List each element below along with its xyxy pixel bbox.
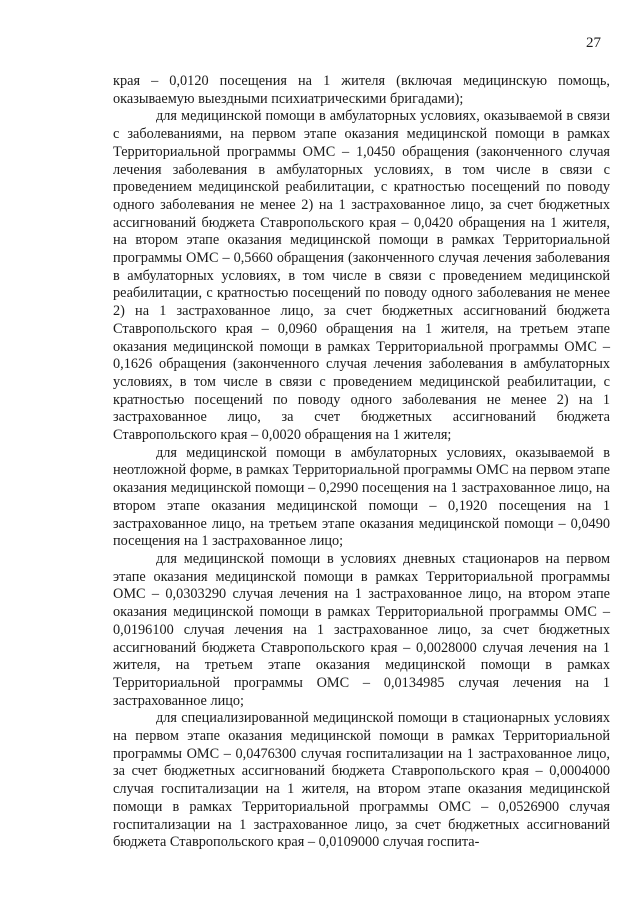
document-body [113,73,610,852]
paragraph-2: для медицинской помощи в амбулаторных условиях, оказываемой в связи с заболеваниями, на первом этапе оказания медицинской помощи в рамках Территориальной программы ОМС – 1,0450 обращения (законченного случая лечения заболевания в амбулаторных условиях, в том числе в связи с проведением медицинской реабилитации, с кратностью посещений по поводу одного заболевания не менее 2) на 1 застрахованное лицо, за счет бюджетных ассигнований бюджета Ставропольского края – 0,0420 обращения на 1 жителя, на втором этапе оказания медицинской помощи в рамках Территориальной программы ОМС – 0,5660 обращения (законченного случая лечения заболевания в амбулаторных условиях, в том числе в связи с проведением медицинской реабилитации, с кратностью посещений по поводу одного заболевания не менее 2) на 1 застрахованное лицо, за счет бюджетных ассигнований бюджета Ставропольского края – 0,0960 обращения на 1 жителя, на третьем этапе оказания медицинской помощи в рамках Территориальной программы ОМС – 0,1626 обращения (законченного случая лечения заболевания в амбулаторных условиях, в том числе в связи с проведением медицинской реабилитации, с кратностью посещений по поводу одного заболевания не менее 2) на 1 застрахованное лицо, за счет бюджетных ассигнований бюджета Ставропольского края – 0,0020 обращения на 1 жителя; [113,108,610,444]
paragraph-1: края – 0,0120 посещения на 1 жителя (включая медицинскую помощь, оказываемую выездными психиатрическими бригадами); [113,73,610,107]
paragraph-4: для медицинской помощи в условиях дневных стационаров на первом этапе оказания медицинской помощи в рамках Территориальной программы ОМС – 0,0303290 случая лечения на 1 застрахованное лицо, на втором этапе оказания медицинской помощи в рамках Территориальной программы ОМС – 0,0196100 случая лечения на 1 застрахованное лицо, за счет бюджетных ассигнований бюджета Ставропольского края – 0,0028000 случая лечения на 1 жителя, на третьем этапе оказания медицинской помощи в рамках Территориальной программы ОМС – 0,0134985 случая лечения на 1 застрахованное лицо; [113,550,610,709]
paragraph-3: для медицинской помощи в амбулаторных условиях, оказываемой в неотложной форме, в рамках Территориальной программы ОМС на первом этапе оказания медицинской помощи – 0,2990 посещения на 1 застрахованное лицо, на втором этапе оказания медицинской помощи – 0,1920 посещения на 1 застрахованное лицо, на третьем этапе оказания медицинской помощи – 0,0490 посещения на 1 застрахованное лицо; [113,444,610,550]
page-number: 27 [586,35,601,51]
paragraph-5: для специализированной медицинской помощи в стационарных условиях на первом этапе оказания медицинской помощи в рамках Территориальной программы ОМС – 0,0476300 случая госпитализации на 1 застрахованное лицо, за счет бюджетных ассигнований бюджета Ставропольского края – 0,0004000 случая госпитализации на 1 жителя, на втором этапе оказания медицинской помощи в рамках Территориальной программы ОМС – 0,0526900 случая госпитализации на 1 застрахованное лицо, за счет бюджетных ассигнований бюджета Ставропольского края – 0,0109000 случая госпита- [113,710,610,851]
